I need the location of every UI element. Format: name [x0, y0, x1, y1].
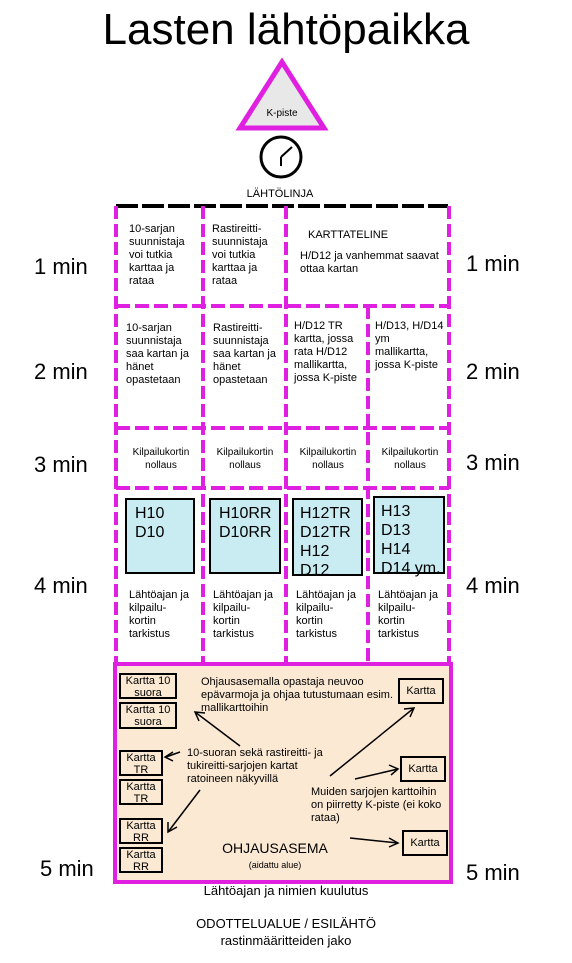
minute-label-5-left: 5 min — [40, 856, 94, 881]
card-reset-lane1: Kilpailukortin nollaus — [132, 447, 190, 471]
row1-lane2-text: Rastireitti-suunnistaja voi tutkia karttaa ja rataa — [212, 223, 268, 287]
kpiste-label: K-piste — [266, 108, 298, 119]
map-other-3: Kartta — [402, 830, 448, 856]
class-box-lane3: H12TR D12TR H12 D12 — [292, 498, 363, 576]
row2-lane4-text: H/D13, H/D14 ym mallikartta, jossa K-piste — [375, 320, 444, 371]
check-lane2: Lähtöajan ja kilpailu-kortin tarkistus — [213, 589, 273, 640]
announce-text: Lähtöajan ja nimien kuulutus — [203, 883, 369, 898]
minute-label-1-right: 1 min — [466, 251, 520, 276]
row2-lane1-text: 10-sarjan suunnistaja saa kartan ja hänet opastetaan — [126, 322, 189, 386]
card-reset-lane2: Kilpailukortin nollaus — [216, 447, 274, 471]
description-handout-text: rastinmääritteiden jako — [220, 933, 352, 948]
map-10-suora-2: Kartta 10 suora — [119, 702, 177, 729]
check-lane1: Lähtöajan ja kilpailu-kortin tarkistus — [129, 589, 189, 640]
minute-label-3-right: 3 min — [466, 450, 520, 475]
row2-lane2-text: Rastireitti-suunnistaja saa kartan ja hänet opastetaan — [213, 322, 276, 386]
map-other-1: Kartta — [398, 678, 444, 704]
card-reset-lane4: Kilpailukortin nollaus — [381, 447, 439, 471]
clock-icon — [261, 137, 301, 177]
station-fenced: (aidattu alue) — [248, 860, 302, 870]
minute-label-5-right: 5 min — [466, 860, 520, 885]
row2-lane3-text: H/D12 TR kartta, jossa rata H/D12 mallikartta, jossa K-piste — [294, 320, 357, 384]
station-name: OHJAUSASEMA — [222, 840, 328, 856]
page-title: Lasten lähtöpaikka — [102, 5, 470, 54]
station-note-top: Ohjausasemalla opastaja neuvoo epävarmoja ja ohjaa tutustumaan esim. mallikarttoihin — [201, 676, 393, 714]
class-box-lane1: H10 D10 — [125, 498, 195, 574]
start-line-label: LÄHTÖLINJA — [246, 188, 314, 200]
check-lane4: Lähtöajan ja kilpailu-kortin tarkistus — [378, 589, 438, 640]
map-tr-2: Kartta TR — [119, 779, 163, 805]
minute-label-1-left: 1 min — [34, 254, 88, 279]
map-tr-1: Kartta TR — [119, 750, 163, 776]
check-lane3: Lähtöajan ja kilpailu-kortin tarkistus — [296, 589, 356, 640]
minute-label-3-left: 3 min — [34, 452, 88, 477]
class-box-lane2: H10RR D10RR — [209, 498, 281, 574]
minute-label-2-left: 2 min — [34, 359, 88, 384]
minute-label-4-right: 4 min — [466, 573, 520, 598]
map-other-2: Kartta — [400, 756, 446, 782]
minute-label-4-left: 4 min — [34, 573, 88, 598]
map-10-suora-1: Kartta 10 suora — [119, 673, 177, 699]
card-reset-lane3: Kilpailukortin nollaus — [299, 447, 357, 471]
map-stand-title: KARTTATELINE — [308, 229, 389, 241]
class-box-lane4: H13 D13 H14 D14 ym. — [373, 496, 445, 574]
station-note-mid: 10-suoran sekä rastireitti- ja tukireitti-sarjojen kartat ratoineen näkyvillä — [187, 747, 323, 785]
map-rr-2: Kartta RR — [119, 847, 163, 873]
map-stand-text: H/D12 ja vanhemmat saavat ottaa kartan — [300, 250, 439, 275]
row1-lane1-text: 10-sarjan suunnistaja voi tutkia karttaa ja rataa — [129, 223, 185, 287]
minute-label-2-right: 2 min — [466, 359, 520, 384]
waiting-area-text: ODOTTELUALUE / ESILÄHTÖ — [196, 916, 376, 931]
map-rr-1: Kartta RR — [119, 818, 163, 844]
station-note-right: Muiden sarjojen karttoihin on piirretty K-piste (ei koko rataa) — [311, 786, 442, 824]
